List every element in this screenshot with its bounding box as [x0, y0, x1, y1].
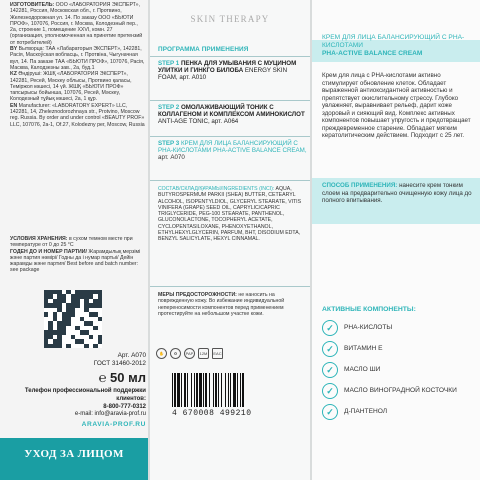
composition-block [158, 186, 308, 243]
step-2-label: STEP 2 [158, 104, 180, 111]
en-label: EN [10, 102, 18, 109]
stop-icon: ✋ [156, 348, 167, 359]
step-3 [158, 140, 308, 162]
support-phone: 8-800-777-0312 [103, 403, 146, 410]
recycle-icon: ♻ [170, 348, 181, 359]
components-list [322, 320, 472, 425]
en-text: Manufacturer: «LABORATORY EXPERT» LLC, 142281, 14, Zheleznodorozhnaya str., Protvino, Moscow reg. Russia. By order and under control «BEAUTY PROF» LLC, 107076, 2a-1, Of.27, Kolodezny per, Moscow, Russia [10, 102, 145, 128]
left-panel [0, 0, 148, 480]
support-text: Телефон профессиональной поддержки клиентов: [24, 388, 146, 402]
check-icon: ✓ [322, 341, 338, 357]
eac-icon: EAC [212, 348, 223, 359]
step-3-art: арт. А070 [158, 154, 185, 162]
step-2-text: ОМОЛАЖИВАЮЩИЙ ТОНИК С КОЛЛАГЕНОМ И КОМПЛЕКСОМ АМИНОКИСЛОТ [158, 104, 305, 119]
program-title: ПРОГРАММА ПРИМЕНЕНИЯ [158, 46, 249, 53]
barcode-icon [172, 373, 282, 407]
kz-text: Өндіруші: ЖШҚ «ЛАБОРАТОРИЯ ЭКСПЕРТ», 142281, Ресей, Мәскеу облысы, Протвино қаласы, Теміржол көшесі, 14 үй. ЖШҚ «БЬЮТИ ПРОФ» тапсырысы бойынша, 107076, Ресей, Мәскеу, Колодезный тұйық көшесі, 2а, 1 құр. [10, 71, 132, 103]
support-block [20, 388, 146, 419]
divider [150, 56, 310, 57]
estimate-sign-icon: ℮ [98, 370, 107, 385]
usage-text: нанесите крем тонким слоем на предварительно очищенную кожу лица до полного впитывания. [322, 182, 472, 204]
list-item [322, 341, 472, 357]
components-title: АКТИВНЫЕ КОМПОНЕНТЫ: [322, 306, 416, 313]
expiry-text: Жарамдылық мерзімі және партия нөмірі/ Годны да і нумар партыі/ Дейін жарамды және партия/ Best before and batch number: see package [10, 248, 141, 274]
step-1-en: ENERGY SKIN FOAM, [158, 67, 288, 82]
step-1-text: ПЕНКА ДЛЯ УМЫВАНИЯ С МУЦИНОМ УЛИТКИ И ГИНКГО БИЛОБА [158, 60, 297, 75]
step-2-art: арт. А064 [211, 118, 239, 126]
volume-text: 50 мл [110, 370, 146, 385]
usage-block [322, 182, 474, 205]
component-label: МАСЛО ВИНОГРАДНОЙ КОСТОЧКИ [344, 387, 457, 395]
caution-text: не наносить на поврежденную кожу. Во избежание индивидуальной непереносимости компонентов перед применением протестируйте на небольшом участке кожи. [158, 292, 285, 317]
manufacturer-text: ООО «ЛАБОРАТОРИЯ ЭКСПЕРТ», 142281, Россия, Московская обл., г. Протвино, Железнодорожная ул. 14. По заказу ООО «БЬЮТИ ПРОФ», 107076, Россия, г. Москва, Колодезный пер., 2а, строение 1, помещение XXVI, комн. 27 (организация, уполномоченная на принятие претензий от потребителей) [10, 2, 143, 46]
divider [150, 180, 310, 181]
qr-code-icon [44, 290, 102, 348]
barcode-number: 4 670008 499210 [172, 409, 252, 418]
composition-text: AQUA, BUTYROSPERMUM PARKII (SHEA) BUTTER, CETEARYL ALCOHOL, ISOPENTYLDIOL, GLYCERYL STEARATE, VITIS VINIFERA (GRAPE) SEED OIL, CAPRYLIC/CAPRIC TRIGLYCERIDE, PEG-100 STEARATE, PANTHENOL, GLUCONOLACTONE, TOCOPHERYL ACETATE, CYCLOPENTASILOXANE, PHENOXYETHANOL, ETHYLHEXYLGLYCERIN, PARFUM, BHT, DISODIUM EDTA, BENZYL SALICYLATE, HEXYL CINNAMAL. [158, 186, 302, 243]
expiry-label: ГОДЕН ДО И НОМЕР ПАРТИИ/ [10, 248, 87, 255]
divider [150, 136, 310, 137]
component-label: Д-ПАНТЕНОЛ [344, 408, 388, 416]
list-item [322, 320, 472, 336]
step-3-text: КРЕМ ДЛЯ ЛИЦА БАЛАНСИРУЮЩИЙ С РНА-КИСЛОТАМИ [158, 140, 298, 155]
storage-block [10, 236, 146, 274]
product-title-block [322, 34, 472, 58]
check-icon: ✓ [322, 404, 338, 420]
component-label: МАСЛО ШИ [344, 366, 381, 374]
component-label: ВИТАМИН Е [344, 345, 383, 353]
check-icon: ✓ [322, 383, 338, 399]
pap-icon: PAP [184, 348, 195, 359]
check-icon: ✓ [322, 320, 338, 336]
composition-label: СОСТАВ/СКЛАД/ҚҰРАМЫ/INGREDIENTS (INCI): [158, 186, 275, 192]
product-description: Крем для лица с РНА-кислотами активно стимулирует обновление клеток. Обладает выраженной антиоксидантной активностью и препятствует окислительному стрессу. Глубоко увлажняет, выравнивает рельеф, дарит коже здоровый и сияющий вид. Комплекс активных компонентов повышает упругость и предотвращает преждевременное старение. Обладает мягким кератолитическим действием. Подходит с 25 лет. [322, 72, 471, 139]
brand-title: SKIN THERAPY [190, 14, 270, 24]
check-icon: ✓ [322, 362, 338, 378]
manufacturer-block [10, 2, 146, 128]
caution-block [158, 292, 308, 317]
gost-number: ГОСТ 31460-2012 [93, 360, 146, 367]
step-1 [158, 60, 308, 82]
by-label: BY [10, 46, 18, 53]
right-panel [312, 0, 480, 480]
step-2-en: ANTI-AGE TONIC, [158, 118, 210, 126]
step-1-label: STEP 1 [158, 60, 180, 67]
12m-icon: 12M [198, 348, 209, 359]
divider [150, 286, 310, 287]
storage-text: в сухом темном месте при температуре от 0 до 25 °С [10, 236, 133, 249]
step-3-en: PHA-ACTIVE BALANCE CREAM, [213, 147, 307, 155]
step-1-art: арт. А010 [179, 74, 207, 82]
support-email: e-mail: info@aravia-prof.ru [74, 411, 146, 418]
list-item [322, 362, 472, 378]
step-2 [158, 104, 308, 126]
volume-block [64, 370, 146, 385]
storage-label: УСЛОВИЯ ХРАНЕНИЯ: [10, 236, 68, 242]
certification-icons [156, 348, 223, 359]
by-text: Вытворца: ТАА «Лабараторыя ЭКСПЕРТ», 142281, Расія, Маскоўская вобласць, г. Протвіна, Чыгуначная вул, 14. Па заказе ТАА «БЬЮТИ ПРОФ», 107076, Расія, Масква, Калодзезны зав., 2а, буд.1 [10, 46, 145, 71]
kz-label: KZ [10, 71, 17, 78]
product-title: КРЕМ ДЛЯ ЛИЦА БАЛАНСИРУЮЩИЙ С РНА-КИСЛОТАМИ [322, 34, 465, 49]
article-block [10, 352, 146, 368]
caution-label: МЕРЫ ПРЕДОСТОРОЖНОСТИ: [158, 292, 237, 298]
list-item [322, 404, 472, 420]
divider [150, 100, 310, 101]
manufacturer-label: ИЗГОТОВИТЕЛЬ: [10, 2, 55, 8]
article-number: Арт. А070 [117, 352, 146, 359]
middle-panel [150, 0, 310, 480]
step-3-label: STEP 3 [158, 140, 180, 147]
component-label: РНА-КИСЛОТЫ [344, 324, 393, 332]
list-item [322, 383, 472, 399]
website-link: ARAVIA-PROF.RU [81, 421, 146, 428]
usage-label: СПОСОБ ПРИМЕНЕНИЯ: [322, 182, 398, 189]
product-subtitle: PHA-ACTIVE BALANCE CREAM [322, 50, 423, 57]
face-care-band: УХОД ЗА ЛИЦОМ [0, 438, 148, 480]
